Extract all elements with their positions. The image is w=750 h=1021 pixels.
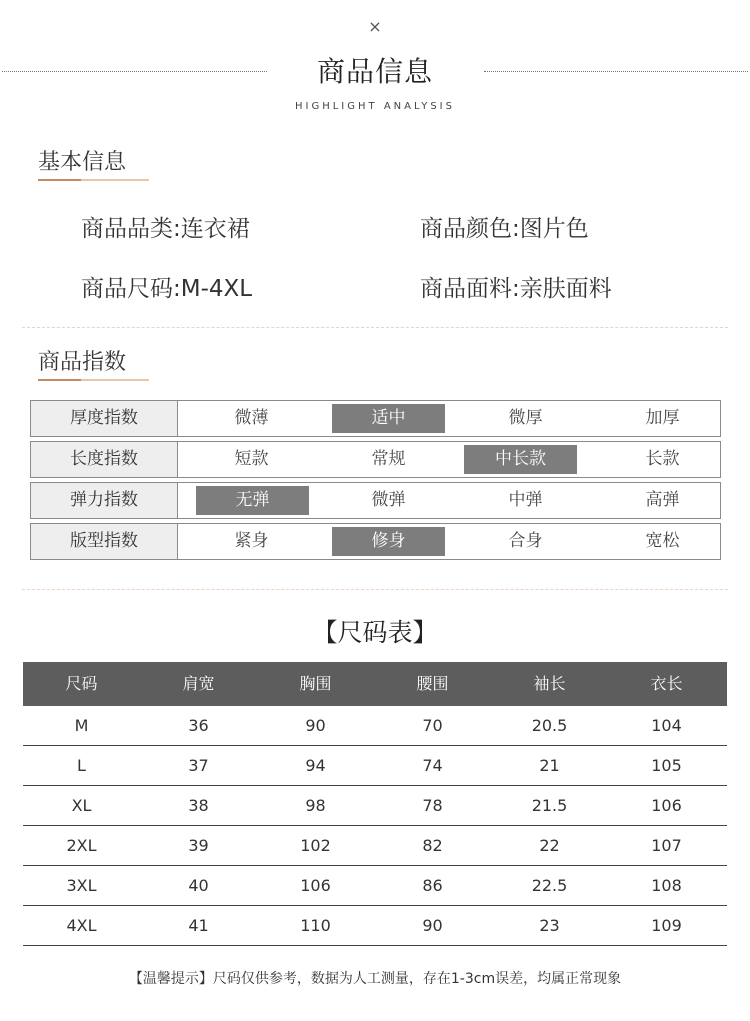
index-option-selected: 无弹 [196, 486, 309, 515]
fit-index-label: 版型指数 [31, 524, 178, 559]
table-row [23, 706, 727, 746]
length-index-row [30, 441, 721, 478]
table-cell: 106 [651, 796, 682, 815]
table-cell: M [74, 716, 89, 735]
header-cell: 胸围 [299, 674, 332, 693]
table-cell: 22.5 [531, 876, 568, 895]
index-option: 微薄 [234, 408, 269, 428]
table-cell: 90 [422, 916, 443, 935]
close-icon[interactable]: × [368, 17, 382, 36]
thickness-index-row [30, 400, 721, 437]
info-category [81, 210, 250, 243]
index-section-underline [38, 379, 149, 381]
info-size [81, 270, 252, 303]
table-cell: 78 [422, 796, 443, 815]
info-value: 连衣裙 [180, 216, 250, 242]
page-subtitle: HIGHLIGHT ANALYSIS [295, 101, 455, 112]
index-option: 合身 [508, 531, 543, 551]
basic-info-title: 基本信息 [38, 150, 127, 175]
table-cell: 2XL [66, 836, 97, 855]
index-option: 微弹 [371, 490, 406, 510]
table-cell: 21.5 [531, 796, 568, 815]
table-row [23, 746, 727, 786]
table-cell: 90 [305, 716, 326, 735]
info-value: 亲肤面料 [519, 276, 612, 302]
table-row [23, 826, 727, 866]
fit-index-row [30, 523, 721, 560]
size-table [23, 662, 727, 946]
length-index-label: 长度指数 [31, 442, 178, 477]
index-option: 紧身 [234, 531, 269, 551]
info-label: 商品面料: [420, 276, 520, 302]
table-cell: XL [71, 796, 92, 815]
info-label: 商品品类: [81, 216, 181, 242]
table-cell: 23 [539, 916, 560, 935]
index-section-title: 商品指数 [38, 350, 127, 375]
table-cell: 38 [188, 796, 209, 815]
index-option: 微厚 [508, 408, 543, 428]
table-cell: 70 [422, 716, 443, 735]
info-label: 商品颜色: [420, 216, 520, 242]
table-cell: 106 [300, 876, 331, 895]
index-option: 加厚 [645, 408, 680, 428]
table-cell: 108 [651, 876, 682, 895]
size-chart-title: 【尺码表】 [312, 618, 438, 647]
table-cell: 82 [422, 836, 443, 855]
table-cell: 105 [651, 756, 682, 775]
header-cell: 腰围 [416, 674, 449, 693]
header-cell: 肩宽 [182, 674, 215, 693]
page-title: 商品信息 [316, 55, 433, 88]
table-cell: 98 [305, 796, 326, 815]
size-table-header [23, 662, 727, 706]
index-option-selected: 修身 [332, 527, 445, 556]
table-cell: 94 [305, 756, 326, 775]
table-cell: 3XL [66, 876, 97, 895]
index-option: 宽松 [645, 531, 680, 551]
info-color [420, 210, 589, 243]
info-fabric [420, 270, 612, 303]
table-cell: 110 [300, 916, 331, 935]
table-cell: 86 [422, 876, 443, 895]
table-cell: L [77, 756, 86, 775]
table-cell: 39 [188, 836, 209, 855]
table-cell: 22 [539, 836, 560, 855]
index-option-selected: 中长款 [464, 445, 577, 474]
info-value: M-4XL [180, 276, 253, 302]
table-cell: 21 [539, 756, 560, 775]
table-cell: 20.5 [531, 716, 568, 735]
thickness-index-label: 厚度指数 [31, 401, 178, 436]
elasticity-index-row [30, 482, 721, 519]
table-row [23, 866, 727, 906]
index-option: 常规 [371, 449, 406, 469]
header-cell: 袖长 [533, 674, 566, 693]
index-option: 中弹 [508, 490, 543, 510]
table-cell: 41 [188, 916, 209, 935]
table-cell: 102 [300, 836, 331, 855]
table-row [23, 906, 727, 946]
index-option: 高弹 [645, 490, 680, 510]
table-cell: 37 [188, 756, 209, 775]
info-label: 商品尺码: [81, 276, 181, 302]
table-cell: 40 [188, 876, 209, 895]
elasticity-index-label: 弹力指数 [31, 483, 178, 518]
index-option-selected: 适中 [332, 404, 445, 433]
header-cell: 尺码 [65, 674, 98, 693]
basic-info-underline [38, 179, 149, 181]
table-cell: 36 [188, 716, 209, 735]
table-cell: 107 [651, 836, 682, 855]
index-option: 短款 [234, 449, 269, 469]
info-value: 图片色 [519, 216, 589, 242]
table-cell: 74 [422, 756, 443, 775]
table-cell: 109 [651, 916, 682, 935]
index-option: 长款 [645, 449, 680, 469]
warm-tip-note: 【温馨提示】尺码仅供参考，数据为人工测量，存在1-3cm误差，均属正常现象 [128, 971, 622, 987]
section-divider [22, 589, 728, 590]
table-cell: 4XL [66, 916, 97, 935]
table-row [23, 786, 727, 826]
table-cell: 104 [651, 716, 682, 735]
section-divider [22, 327, 728, 328]
header-cell: 衣长 [650, 674, 683, 693]
